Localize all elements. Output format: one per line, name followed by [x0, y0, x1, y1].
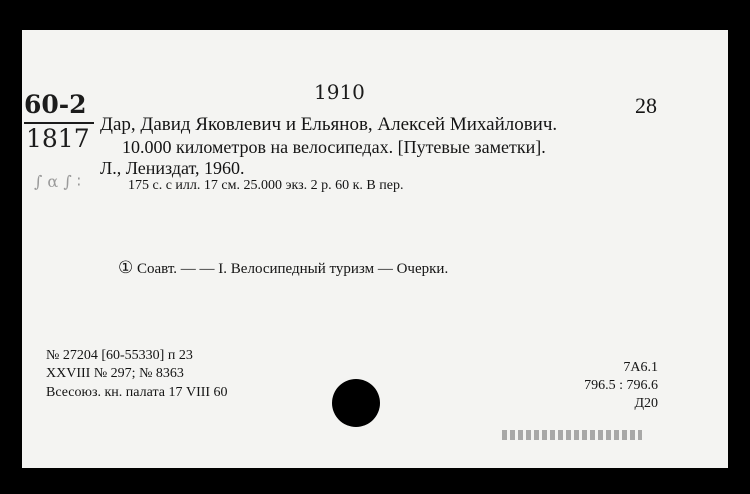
- footer-left-line-2: XXVIII № 297; № 8363: [46, 366, 184, 381]
- faded-stamp: [502, 430, 642, 440]
- pencil-scribble: ∫ α ∫ ∶: [34, 172, 81, 191]
- footer-left-line-3: Всесоюз. кн. палата 17 VIII 60: [46, 385, 228, 400]
- title-line: 10.000 километров на велосипедах. [Путевые заметки].: [122, 137, 546, 157]
- physical-description: 175 с. с илл. 17 см. 25.000 экз. 2 р. 60 к. В пер.: [128, 178, 404, 193]
- subject-circle-mark: ①: [118, 258, 134, 277]
- subject-text: Соавт. — — I. Велосипедный туризм — Очерки.: [137, 261, 449, 277]
- footer-left-line-1: № 27204 [60-55330] п 23: [46, 348, 193, 363]
- subject-entry: [118, 258, 448, 278]
- card-number: 28: [635, 93, 657, 118]
- shelf-mark-top: 60-2: [24, 90, 87, 119]
- footer-right-line-2: 796.5 : 796.6: [584, 378, 658, 393]
- author-line: Дар, Давид Яковлевич и Ельянов, Алексей Михайлович.: [100, 114, 558, 135]
- footer-right-line-1: 7А6.1: [623, 360, 658, 375]
- punch-hole: [332, 379, 380, 427]
- handwritten-year: 1910: [314, 80, 365, 104]
- footer-right-line-3: Д20: [634, 396, 658, 411]
- catalog-card: [22, 30, 728, 468]
- imprint-line: Л., Лениздат, 1960.: [100, 158, 245, 178]
- shelf-mark-bottom: 1817: [26, 124, 90, 153]
